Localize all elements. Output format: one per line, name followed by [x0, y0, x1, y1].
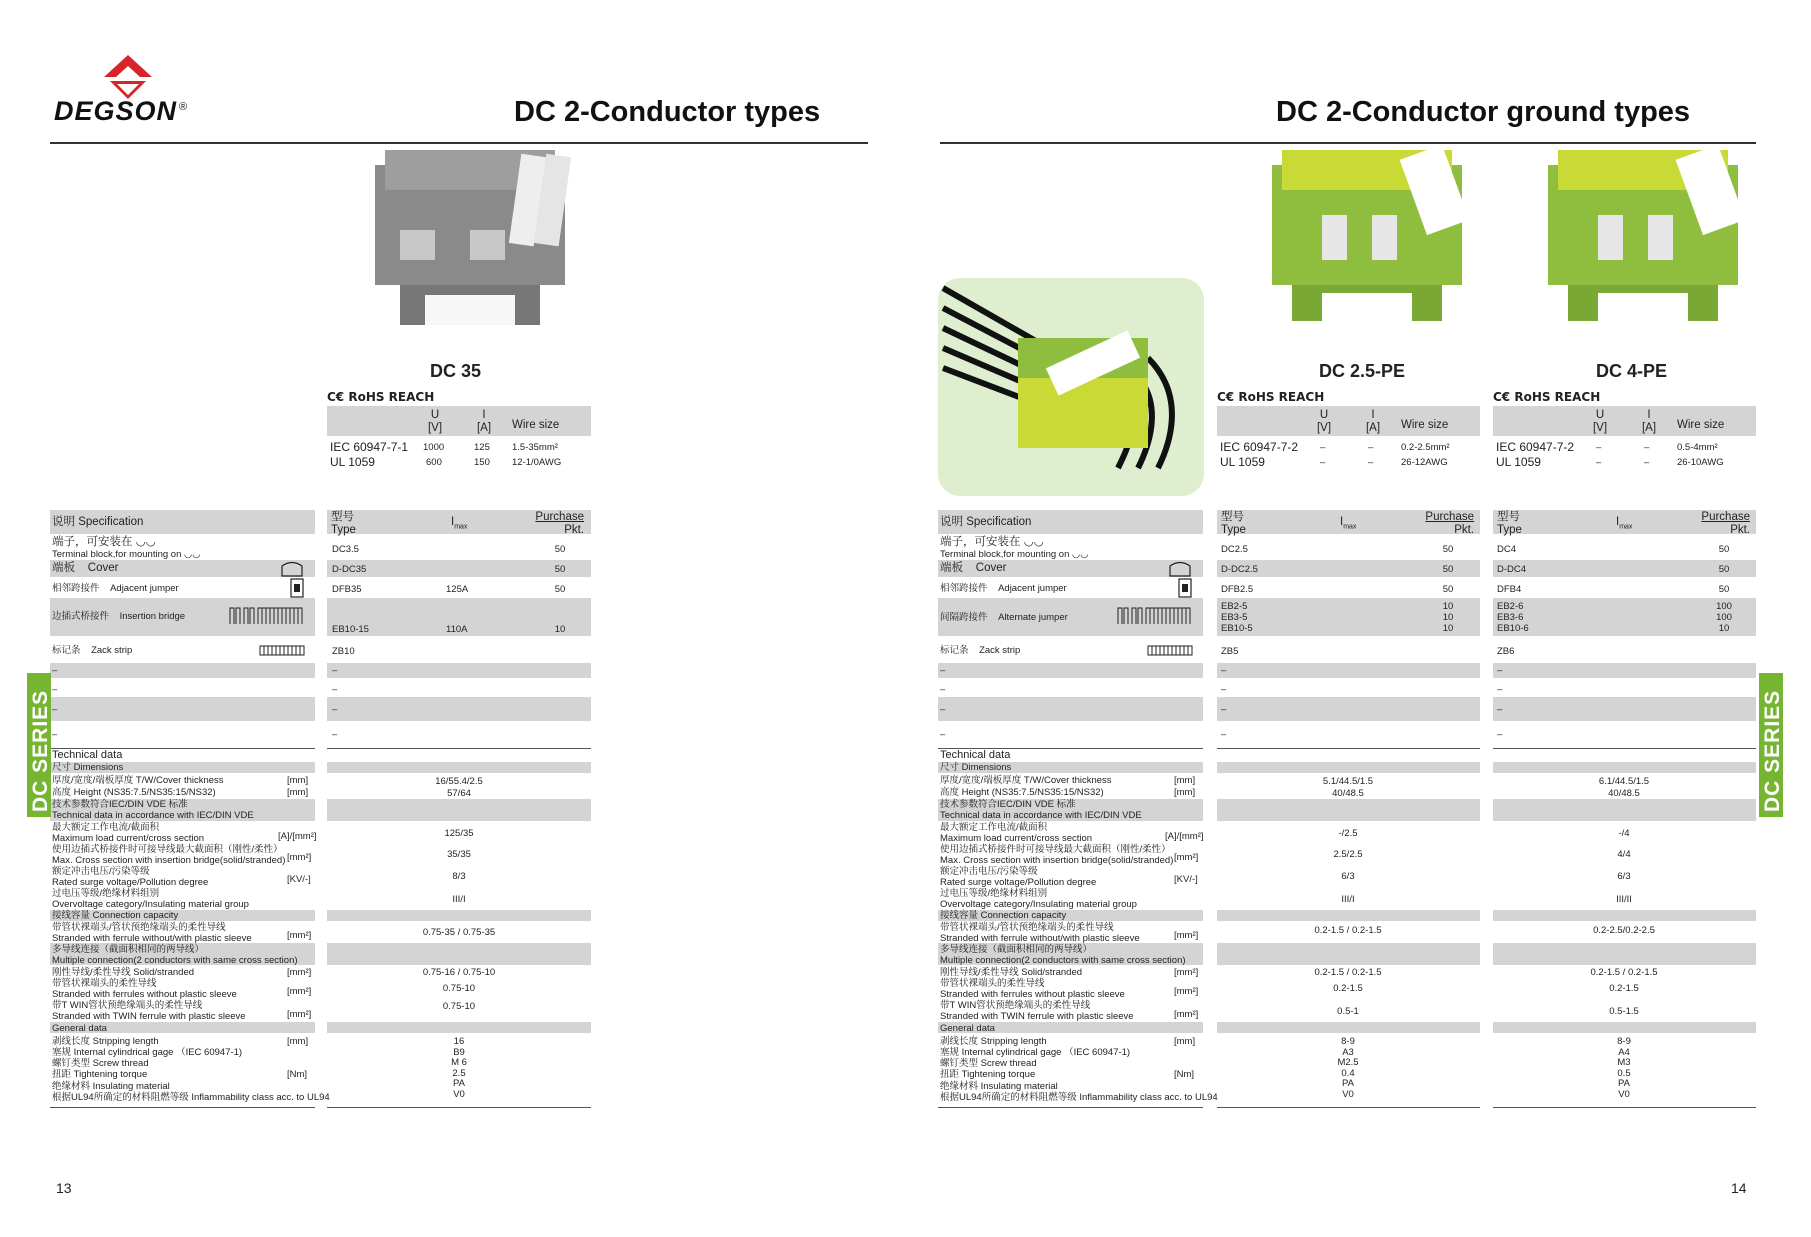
band: [50, 663, 315, 678]
tech-value: 0.2-2.5/0.2-2.5: [1593, 925, 1655, 936]
tech-label: 接线容量 Connection capacity: [52, 910, 179, 921]
general-label: 根据UL94所确定的材料阻燃等级 Inflammability class acc. to UL94: [940, 1092, 1218, 1103]
tech-value: 2.5/2.5: [1333, 849, 1363, 860]
dash: –: [1497, 704, 1503, 715]
rating-wire: 26-10AWG: [1677, 457, 1724, 468]
acc-label-zack: 标记条 Zack strip: [940, 645, 1021, 656]
tech-label: 厚度/宽度/端板厚度 T/W/Cover thickness: [52, 775, 224, 786]
rule: [327, 748, 591, 749]
dc4pe-terminal-image: [1538, 145, 1748, 323]
general-label: 塞规 Internal cylindrical gage （IEC 60947-1): [940, 1047, 1131, 1058]
tech-unit: [mm²]: [1174, 986, 1199, 997]
band: [327, 943, 591, 965]
ground-terminal-assembly-image: [938, 278, 1204, 496]
general-label: 绝缘材料 Insulating material: [940, 1081, 1058, 1092]
tech-unit: [mm²]: [1174, 967, 1199, 978]
general-title: General data: [52, 1023, 107, 1034]
dash: –: [52, 729, 58, 740]
tech-label: 刚性导线/柔性导线 Solid/stranded: [52, 967, 195, 978]
acc-pkt: 50: [554, 584, 566, 595]
rule: [327, 1107, 591, 1108]
general-label: 塞规 Internal cylindrical gage （IEC 60947-1): [52, 1047, 243, 1058]
rating-wire: 1.5-35mm²: [512, 442, 558, 453]
rating-u-dc25pe: U [V]: [1316, 409, 1332, 434]
rating-std: UL 1059: [330, 455, 375, 469]
cert-marks-dc35: C€ RoHS REACH: [327, 390, 435, 404]
acc-imax: 110A: [446, 624, 468, 635]
type-header: 型号 Type: [1497, 511, 1522, 536]
acc-pkt: 50: [554, 564, 566, 575]
dc25pe-terminal-image: [1262, 145, 1472, 323]
tech-label: 技术参数符合IEC/DIN VDE 标准 Technical data in accordance with IEC/DIN VDE: [940, 799, 1142, 821]
rating-wire: 12-1/0AWG: [512, 457, 562, 468]
rating-u: –: [1320, 457, 1326, 468]
side-tab-left: [27, 673, 51, 817]
tech-label: 技术参数符合IEC/DIN VDE 标准 Technical data in accordance with IEC/DIN VDE: [52, 799, 254, 821]
tech-value: 4/4: [1617, 849, 1631, 860]
band: [1493, 697, 1756, 721]
tech-label: 多导线连接（截面积相同的两导线） Multiple connection(2 conductors with same cross section): [940, 944, 1186, 966]
rating-u: –: [1596, 442, 1602, 453]
page-number-left: 13: [56, 1180, 72, 1196]
purchase-header: Purchase Pkt.: [1701, 511, 1750, 536]
dash: –: [52, 704, 58, 715]
tech-value: 0.5-1.5: [1609, 1006, 1639, 1017]
rating-i: –: [1368, 457, 1374, 468]
band: [327, 697, 591, 721]
tech-unit: [mm²]: [287, 1009, 312, 1020]
imax-header: $I_{max}$: [451, 516, 468, 531]
tech-unit: [A]/[mm²]: [1165, 831, 1204, 842]
band: [1217, 799, 1480, 821]
tech-title: Technical data: [940, 749, 1011, 761]
acc-type: DC4: [1497, 544, 1517, 555]
tech-dim: 尺寸 Dimensions: [52, 762, 124, 773]
rating-i-dc4pe: I [A]: [1641, 409, 1657, 434]
tech-unit: [KV/-]: [1174, 874, 1198, 885]
type-header: 型号 Type: [331, 511, 356, 536]
tech-label: 带管状裸端头的柔性导线 Stranded with ferrules without plastic sleeve: [52, 978, 237, 1000]
tech-value: 0.5-1: [1337, 1006, 1359, 1017]
rating-wire: 0.5-4mm²: [1677, 442, 1718, 453]
band: [1217, 697, 1480, 721]
rating-wire-dc25pe: Wire size: [1401, 419, 1449, 431]
tech-label: 带T WIN管状预绝缘端头的柔性导线 Stranded with TWIN ferrule with plastic sleeve: [940, 1000, 1134, 1022]
tech-value: 0.2-1.5 / 0.2-1.5: [1314, 925, 1382, 936]
tech-label: 额定冲击电压/污染等级 Rated surge voltage/Pollution degree: [940, 866, 1097, 888]
tech-label: 多导线连接（截面积相同的两导线） Multiple connection(2 conductors with same cross section): [52, 944, 298, 966]
tech-value: 40/48.5: [1332, 788, 1364, 799]
tech-label: 带管状裸端头/管状预绝缘端头的柔性导线 Stranded with ferrule without/with plastic sleeve: [940, 922, 1140, 944]
acc-pkt: 50: [554, 544, 566, 555]
tech-label: 使用边插式桥接件时可接导线最大截面积（刚性/柔性） Max. Cross section with insertion bridge(solid/stranded): [940, 844, 1174, 866]
zack-strip-icon: [1147, 645, 1193, 656]
acc-label-cover: 端板 Cover: [940, 562, 1007, 574]
acc-label-terminal: 端子，可安装在 ◡◡ Terminal block,for mounting on ◡◡: [940, 536, 1089, 560]
rule: [1217, 748, 1480, 749]
rating-i: 150: [474, 457, 490, 468]
tech-value: 0.2-1.5 / 0.2-1.5: [1314, 967, 1382, 978]
type-header: 型号 Type: [1221, 511, 1246, 536]
acc-type: DC3.5: [332, 544, 359, 555]
tech-unit: [mm]: [287, 787, 309, 798]
dash: –: [1221, 729, 1227, 740]
dash: –: [940, 704, 946, 715]
page-title-left: DC 2-Conductor types: [514, 96, 821, 128]
dash: –: [52, 665, 58, 676]
tech-value: 125/35: [444, 828, 474, 839]
band: [1493, 910, 1756, 921]
dash: –: [1497, 684, 1503, 695]
dash: –: [52, 684, 58, 695]
general-values: 8-9 A4 M3 0.5 PA V0: [1617, 1036, 1631, 1100]
tech-value: III/I: [452, 894, 466, 905]
rating-u-dc35: U [V]: [427, 409, 443, 434]
page-number-right: 14: [1731, 1180, 1747, 1196]
acc-type: DFB2.5: [1221, 584, 1254, 595]
cert-marks-dc4pe: C€ RoHS REACH: [1493, 390, 1601, 404]
band: [938, 663, 1203, 678]
acc-pkt: 10: [554, 624, 566, 635]
tech-label: 高度 Height (NS35:7.5/NS35:15/NS32): [52, 787, 216, 798]
acc-type: D-DC4: [1497, 564, 1527, 575]
dash: –: [1221, 704, 1227, 715]
general-label: 剥线长度 Stripping length: [52, 1036, 159, 1047]
dash: –: [332, 729, 338, 740]
dash: –: [1497, 665, 1503, 676]
acc-pkt: 50: [1718, 544, 1730, 555]
dash: –: [1221, 665, 1227, 676]
band: [327, 762, 591, 773]
rating-u: 1000: [423, 442, 445, 453]
acc-pkt: 50: [1442, 564, 1454, 575]
tech-label: 带管状裸端头的柔性导线 Stranded with ferrules without plastic sleeve: [940, 978, 1125, 1000]
brand-name: DEGSON ®: [54, 96, 189, 126]
general-label: 剥线长度 Stripping length: [940, 1036, 1047, 1047]
band: [327, 1022, 591, 1033]
tech-unit: [A]/[mm²]: [278, 831, 317, 842]
tech-label: 过电压等级/绝缘材料组别 Overvoltage category/Insulating material group: [940, 888, 1137, 910]
tech-value: 6/3: [1617, 871, 1631, 882]
band: [1493, 762, 1756, 773]
tech-value: 35/35: [447, 849, 471, 860]
tech-label: 过电压等级/绝缘材料组别 Overvoltage category/Insulating material group: [52, 888, 249, 910]
band: [327, 663, 591, 678]
rating-u: –: [1320, 442, 1326, 453]
side-tab-label: DC SERIES: [1761, 689, 1784, 812]
rating-std: IEC 60947-7-2: [1220, 440, 1299, 454]
general-values: 16 B9 M 6 2.5 PA V0: [451, 1036, 467, 1100]
tech-value: 0.2-1.5 / 0.2-1.5: [1590, 967, 1658, 978]
jumper-icon: [1178, 578, 1192, 598]
tech-value: 5.1/44.5/1.5: [1322, 776, 1374, 787]
general-unit: [Nm]: [287, 1069, 308, 1080]
rating-wire: 0.2-2.5mm²: [1401, 442, 1450, 453]
dash: –: [332, 665, 338, 676]
general-label: 扭距 Tightening torque: [52, 1069, 148, 1080]
general-values: 8-9 A3 M2.5 0.4 PA V0: [1337, 1036, 1359, 1100]
tech-unit: [mm]: [287, 775, 309, 786]
acc-type: D-DC2.5: [1221, 564, 1258, 575]
acc-type: DFB4: [1497, 584, 1522, 595]
model-dc35: DC 35: [430, 361, 482, 381]
rating-wire-dc4pe: Wire size: [1677, 419, 1725, 431]
tech-value: 16/55.4/2.5: [435, 776, 483, 787]
general-label: 扭距 Tightening torque: [940, 1069, 1036, 1080]
tech-label: 带T WIN管状预绝缘端头的柔性导线 Stranded with TWIN ferrule with plastic sleeve: [52, 1000, 246, 1022]
tech-value: 0.75-16 / 0.75-10: [422, 967, 496, 978]
tech-value: -/2.5: [1338, 828, 1358, 839]
tech-value: 6/3: [1341, 871, 1355, 882]
tech-value: 8/3: [452, 871, 466, 882]
dash: –: [940, 665, 946, 676]
tech-unit: [mm²]: [1174, 852, 1199, 863]
side-tab-label: DC SERIES: [29, 689, 52, 812]
rule: [1493, 748, 1756, 749]
acc-label-alternate: 间隔跨接件 Alternate jumper: [940, 612, 1068, 623]
general-unit: [mm]: [287, 1036, 309, 1047]
tech-unit: [mm²]: [1174, 930, 1199, 941]
acc-pkt-multi: 10 10 10: [1442, 601, 1454, 634]
rating-std: IEC 60947-7-1: [330, 440, 409, 454]
acc-type: D-DC35: [332, 564, 367, 575]
cover-icon: [280, 561, 304, 577]
tech-value: 0.75-10: [442, 983, 476, 994]
cover-icon: [1168, 561, 1192, 577]
dash: –: [1221, 684, 1227, 695]
acc-type: ZB10: [332, 646, 355, 657]
tech-label: 最大额定工作电流/截面积 Maximum load current/cross section: [940, 822, 1093, 844]
rating-u: 600: [426, 457, 442, 468]
acc-type: DC2.5: [1221, 544, 1248, 555]
rating-i: –: [1644, 457, 1650, 468]
spec-header: 说明 Specification: [52, 516, 144, 528]
band: [1217, 910, 1480, 921]
general-unit: [Nm]: [1174, 1069, 1195, 1080]
rating-u-dc4pe: U [V]: [1592, 409, 1608, 434]
model-dc4pe: DC 4-PE: [1596, 361, 1668, 381]
zack-strip-icon: [259, 645, 305, 656]
tech-label: 厚度/宽度/端板厚度 T/W/Cover thickness: [940, 775, 1112, 786]
dash: –: [332, 684, 338, 695]
rating-std: UL 1059: [1496, 455, 1541, 469]
imax-header: $I_{max}$: [1616, 516, 1633, 531]
degson-logo-icon: [104, 55, 152, 101]
dash: –: [332, 704, 338, 715]
tech-label: 额定冲击电压/污染等级 Rated surge voltage/Pollution degree: [52, 866, 209, 888]
rating-i: –: [1644, 442, 1650, 453]
tech-label: 接线容量 Connection capacity: [940, 910, 1067, 921]
tech-value: -/4: [1618, 828, 1630, 839]
tech-value: 6.1/44.5/1.5: [1598, 776, 1650, 787]
general-label: 根据UL94所确定的材料阻燃等级 Inflammability class acc. to UL94: [52, 1092, 330, 1103]
tech-label: 刚性导线/柔性导线 Solid/stranded: [940, 967, 1083, 978]
tech-unit: [mm²]: [287, 986, 312, 997]
rating-wire-dc35: Wire size: [512, 419, 560, 431]
general-label: 绝缘材料 Insulating material: [52, 1081, 170, 1092]
tech-value: 0.75-10: [442, 1001, 476, 1012]
header-rule-right: [940, 142, 1756, 144]
band: [1493, 663, 1756, 678]
tech-value: 57/64: [447, 788, 471, 799]
rating-wire: 26-12AWG: [1401, 457, 1448, 468]
tech-unit: [mm]: [1174, 787, 1196, 798]
tech-value: III/I: [1341, 894, 1355, 905]
tech-value: 0.2-1.5: [1609, 983, 1639, 994]
cert-marks-dc25pe: C€ RoHS REACH: [1217, 390, 1325, 404]
rating-i: –: [1368, 442, 1374, 453]
acc-pkt: 50: [1442, 544, 1454, 555]
band: [327, 799, 591, 821]
imax-header: $I_{max}$: [1340, 516, 1357, 531]
acc-type-multi: EB2-6 EB3-6 EB10-6: [1497, 601, 1529, 634]
band: [1217, 762, 1480, 773]
dc35-terminal-image: [365, 145, 575, 327]
acc-imax: 125A: [446, 584, 469, 595]
dash: –: [940, 729, 946, 740]
tech-unit: [mm²]: [287, 930, 312, 941]
general-label: 螺钉类型 Screw thread: [940, 1058, 1037, 1069]
acc-type: ZB5: [1221, 646, 1239, 657]
insertion-bridge-icon: [228, 604, 304, 626]
rating-u: –: [1596, 457, 1602, 468]
rating-i-dc25pe: I [A]: [1365, 409, 1381, 434]
tech-label: 使用边插式桥接件时可接导线最大截面积（刚性/柔性） Max. Cross section with insertion bridge(solid/stranded): [52, 844, 286, 866]
rating-std: IEC 60947-7-2: [1496, 440, 1575, 454]
acc-label-terminal: 端子，可安装在 ◡◡ Terminal block,for mounting on ◡◡: [52, 536, 201, 560]
acc-pkt: 50: [1718, 564, 1730, 575]
tech-unit: [mm²]: [1174, 1009, 1199, 1020]
tech-value: 40/48.5: [1608, 788, 1640, 799]
tech-value: III/II: [1616, 894, 1632, 905]
general-title: General data: [940, 1023, 995, 1034]
tech-value: 0.2-1.5: [1333, 983, 1363, 994]
rating-i-dc35: I [A]: [476, 409, 492, 434]
band: [1217, 663, 1480, 678]
dash: –: [1497, 729, 1503, 740]
tech-label: 带管状裸端头/管状预绝缘端头的柔性导线 Stranded with ferrule without/with plastic sleeve: [52, 922, 252, 944]
band: [938, 697, 1203, 721]
general-unit: [mm]: [1174, 1036, 1196, 1047]
acc-type: ZB6: [1497, 646, 1515, 657]
rule: [1493, 1107, 1756, 1108]
acc-type-multi: EB2-5 EB3-5 EB10-5: [1221, 601, 1253, 634]
acc-type: EB10-15: [332, 624, 369, 635]
acc-label-jumper: 相邻跨接件 Adjacent jumper: [940, 583, 1067, 594]
spec-header: 说明 Specification: [940, 516, 1032, 528]
acc-label-zack: 标记条 Zack strip: [52, 645, 133, 656]
jumper-icon: [290, 578, 304, 598]
acc-label-cover: 端板 Cover: [52, 562, 119, 574]
tech-unit: [mm]: [1174, 775, 1196, 786]
band: [1217, 943, 1480, 965]
band: [327, 910, 591, 921]
tech-dim: 尺寸 Dimensions: [940, 762, 1012, 773]
band: [1217, 1022, 1480, 1033]
tech-unit: [mm²]: [287, 852, 312, 863]
band: [1493, 1022, 1756, 1033]
tech-label: 最大额定工作电流/截面积 Maximum load current/cross section: [52, 822, 205, 844]
band: [1493, 943, 1756, 965]
alternate-jumper-icon: [1116, 604, 1192, 626]
band: [50, 697, 315, 721]
acc-label-bridge: 边插式桥接件 Insertion bridge: [52, 611, 186, 622]
acc-type: DFB35: [332, 584, 362, 595]
page-title-right: DC 2-Conductor ground types: [1276, 96, 1691, 128]
acc-pkt: 50: [1442, 584, 1454, 595]
model-dc25pe: DC 2.5-PE: [1319, 361, 1406, 381]
tech-unit: [mm²]: [287, 967, 312, 978]
rule: [50, 1107, 315, 1108]
dash: –: [940, 684, 946, 695]
general-label: 螺钉类型 Screw thread: [52, 1058, 149, 1069]
purchase-header: Purchase Pkt.: [1425, 511, 1474, 536]
tech-title: Technical data: [52, 749, 123, 761]
acc-label-jumper: 相邻跨接件 Adjacent jumper: [52, 583, 179, 594]
rule: [938, 1107, 1203, 1108]
side-tab-right: [1759, 673, 1783, 817]
tech-unit: [KV/-]: [287, 874, 311, 885]
rating-i: 125: [474, 442, 490, 453]
rule: [1217, 1107, 1480, 1108]
header-rule-left: [50, 142, 868, 144]
tech-value: 0.75-35 / 0.75-35: [422, 927, 496, 938]
tech-label: 高度 Height (NS35:7.5/NS35:15/NS32): [940, 787, 1104, 798]
acc-pkt: 50: [1718, 584, 1730, 595]
acc-pkt-multi: 100 100 10: [1716, 601, 1732, 634]
purchase-header: Purchase Pkt.: [535, 511, 584, 536]
rating-std: UL 1059: [1220, 455, 1265, 469]
band: [1493, 799, 1756, 821]
